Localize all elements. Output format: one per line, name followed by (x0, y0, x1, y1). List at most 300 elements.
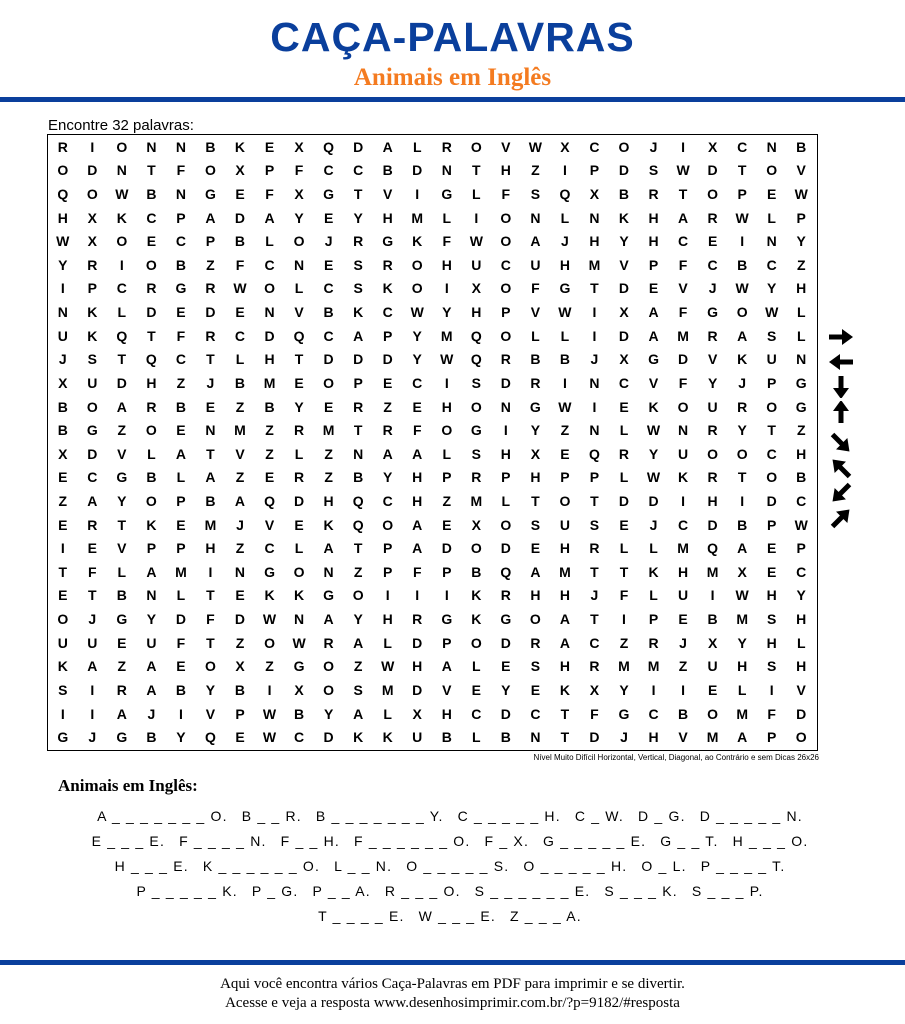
grid-letter: A (678, 209, 689, 226)
grid-letter: D (382, 351, 393, 368)
grid-letter: C (618, 374, 630, 391)
grid-letter: O (766, 162, 778, 179)
grid-letter: C (707, 256, 718, 273)
grid-letter: A (559, 634, 570, 651)
clue-word: P _ _ A. (312, 882, 371, 899)
grid-letter: N (57, 304, 68, 321)
grid-letter: C (382, 493, 393, 510)
grid-letter: F (412, 563, 422, 580)
bottom-rule (0, 960, 905, 965)
footer-line-1: Aqui você encontra vários Caça-Palavras em PDF para imprimir e se divertir. (220, 976, 685, 992)
grid-letter: L (383, 634, 392, 651)
grid-letter: A (205, 209, 216, 226)
grid-letter: S (471, 374, 481, 391)
grid-letter: V (383, 186, 393, 203)
grid-letter: G (116, 729, 128, 746)
grid-letter: K (471, 587, 482, 604)
grid-letter: N (264, 304, 275, 321)
grid-letter: D (500, 705, 511, 722)
clue-word: O _ _ _ _ _ H. (523, 857, 628, 874)
grid-letter: X (294, 138, 304, 155)
grid-letter: O (145, 493, 157, 510)
grid-letter: X (412, 705, 422, 722)
grid-letter: R (87, 256, 98, 273)
grid-letter: M (440, 327, 453, 344)
grid-letter: M (736, 705, 748, 722)
grid-letter: W (735, 280, 749, 297)
grid-letter: U (412, 729, 423, 746)
grid-letter: U (471, 256, 482, 273)
grid-letter: O (707, 445, 719, 462)
grid-letter: A (353, 705, 364, 722)
grid-letter: R (589, 540, 600, 557)
grid-letter: Y (796, 233, 806, 250)
grid-letter: P (648, 256, 659, 273)
grid-letter: M (647, 658, 660, 675)
grid-letter: H (412, 493, 423, 510)
grid-letter: J (88, 729, 97, 746)
grid-letter: Z (324, 469, 333, 486)
grid-letter: Y (737, 422, 747, 439)
grid-letter: E (87, 540, 97, 557)
grid-letter: N (294, 256, 305, 273)
grid-letter: Q (500, 563, 512, 580)
clue-word: G _ _ _ _ _ E. (543, 832, 647, 849)
grid-letter: B (205, 138, 216, 155)
grid-letter: H (382, 209, 393, 226)
grid-letter: W (646, 422, 661, 439)
clue-word: L _ _ N. (334, 857, 393, 874)
grid-letter: P (767, 729, 777, 746)
word-search-grid (48, 135, 816, 749)
grid-letter: B (382, 162, 393, 179)
grid-letter: Z (678, 658, 688, 675)
grid-letter: K (648, 398, 659, 415)
grid-letter: B (737, 256, 748, 273)
grid-letter: D (678, 351, 689, 368)
grid-letter: D (589, 729, 600, 746)
grid-letter: B (175, 256, 186, 273)
grid-letter: L (796, 634, 806, 651)
grid-letter: D (205, 304, 216, 321)
grid-letter: S (767, 611, 777, 628)
grid-letter: J (620, 729, 628, 746)
grid-letter: H (146, 374, 157, 391)
grid-letter: H (707, 493, 718, 510)
grid-letter: X (294, 681, 304, 698)
grid-letter: O (766, 469, 778, 486)
grid-letter: I (562, 162, 567, 179)
grid-letter: O (145, 256, 157, 273)
grid-letter: I (178, 705, 183, 722)
grid-letter: K (737, 351, 748, 368)
grid-letter: X (471, 516, 481, 533)
difficulty-note: Nível Muito Difícil Horizontal, Vertical, Diagonal, ao Contrário e sem Dicas 26x26 (533, 753, 819, 762)
grid-letter: S (530, 186, 541, 203)
grid-letter: P (589, 469, 600, 486)
grid-letter: A (530, 563, 541, 580)
grid-letter: I (444, 587, 449, 604)
grid-letter: T (117, 516, 127, 533)
grid-letter: O (57, 611, 69, 628)
grid-letter: K (116, 209, 127, 226)
grid-letter: A (323, 611, 334, 628)
grid-letter: O (411, 256, 423, 273)
grid-letter: G (795, 374, 807, 391)
grid-letter: R (57, 138, 68, 155)
grid-letter: M (559, 563, 571, 580)
grid-letter: I (60, 280, 65, 297)
grid-letter: Q (57, 186, 69, 203)
grid-letter: P (589, 162, 600, 179)
grid-letter: R (471, 469, 482, 486)
grid-letter: R (500, 587, 511, 604)
grid-letter: Q (707, 540, 719, 557)
grid-letter: B (234, 681, 246, 698)
grid-letter: E (235, 304, 245, 321)
grid-letter: A (648, 327, 659, 344)
grid-letter: C (87, 469, 98, 486)
grid-letter: T (206, 634, 215, 651)
grid-letter: P (146, 540, 157, 557)
grid-letter: J (88, 611, 97, 628)
grid-letter: H (441, 398, 452, 415)
grid-letter: H (500, 445, 511, 462)
grid-letter: J (324, 233, 333, 250)
grid-letter: K (412, 233, 423, 250)
grid-letter: V (205, 705, 216, 722)
grid-letter: C (678, 233, 689, 250)
grid-letter: M (322, 422, 335, 439)
grid-letter: O (323, 658, 335, 675)
grid-letter: F (442, 233, 452, 250)
grid-letter: I (740, 493, 745, 510)
grid-letter: Z (383, 398, 392, 415)
grid-letter: F (678, 256, 688, 273)
grid-letter: H (796, 280, 807, 297)
grid-letter: U (530, 256, 541, 273)
grid-letter: B (294, 705, 305, 722)
grid-letter: T (147, 327, 156, 344)
grid-letter: I (592, 398, 597, 415)
grid-letter: J (708, 280, 717, 297)
grid-letter: V (678, 280, 688, 297)
grid-letter: L (649, 587, 658, 604)
grid-letter: L (501, 493, 511, 510)
grid-letter: J (58, 351, 67, 368)
grid-letter: R (294, 469, 305, 486)
grid-letter: Z (235, 540, 245, 557)
grid-letter: H (559, 658, 570, 675)
grid-letter: D (500, 634, 511, 651)
clue-word: B _ _ R. (241, 807, 302, 824)
grid-letter: H (796, 611, 807, 628)
grid-letter: F (176, 634, 186, 651)
grid-letter: H (412, 469, 423, 486)
grid-letter: R (205, 327, 216, 344)
grid-letter: O (264, 280, 275, 297)
grid-letter: C (678, 516, 689, 533)
grid-letter: S (589, 516, 600, 533)
grid-letter: H (648, 729, 659, 746)
grid-letter: B (175, 398, 186, 415)
grid-letter: L (442, 445, 452, 462)
grid-letter: J (649, 138, 658, 155)
grid-letter: E (117, 634, 127, 651)
grid-letter: Y (412, 351, 422, 368)
grid-letter: B (57, 422, 68, 439)
grid-letter: E (205, 398, 216, 415)
grid-letter: T (590, 611, 599, 628)
grid-letter: X (87, 233, 97, 250)
grid-letter: X (560, 138, 570, 155)
grid-letter: B (678, 705, 689, 722)
grid-letter: R (530, 374, 541, 391)
grid-letter: Y (501, 681, 511, 698)
grid-letter: H (57, 209, 68, 226)
grid-letter: A (530, 233, 541, 250)
grid-letter: O (500, 280, 512, 297)
grid-letter: T (767, 422, 776, 439)
grid-letter: E (648, 280, 659, 297)
grid-letter: G (441, 186, 453, 203)
grid-letter: P (383, 540, 393, 557)
grid-letter: P (796, 540, 806, 557)
grid-letter: F (678, 374, 688, 391)
grid-letter: Z (531, 162, 540, 179)
grid-letter: R (707, 327, 718, 344)
grid-letter: W (115, 186, 129, 203)
grid-letter: V (678, 729, 688, 746)
grid-letter: I (60, 540, 65, 557)
grid-letter: E (146, 233, 157, 250)
grid-letter: N (530, 729, 541, 746)
grid-letter: H (766, 587, 777, 604)
grid-letter: Y (58, 256, 68, 273)
grid-letter: G (116, 611, 128, 628)
grid-letter: D (618, 327, 630, 344)
grid-letter: D (796, 705, 807, 722)
grid-letter: L (442, 209, 452, 226)
grid-letter: W (233, 280, 247, 297)
grid-letter: X (707, 138, 718, 155)
grid-letter: U (57, 634, 68, 651)
grid-letter: L (560, 327, 570, 344)
grid-letter: N (116, 162, 127, 179)
grid-letter: M (677, 540, 689, 557)
grid-letter: P (264, 162, 275, 179)
grid-letter: A (205, 469, 216, 486)
grid-letter: J (147, 705, 156, 722)
grid-letter: O (500, 516, 512, 533)
grid-letter: J (236, 516, 244, 533)
grid-letter: H (559, 540, 570, 557)
grid-letter: Y (205, 681, 216, 698)
grid-letter: Q (116, 327, 128, 344)
grid-letter: L (472, 729, 481, 746)
grid-letter: N (589, 422, 600, 439)
grid-letter: L (472, 658, 481, 675)
grid-letter: J (206, 374, 215, 391)
grid-letter: H (264, 351, 275, 368)
grid-letter: E (619, 516, 629, 533)
grid-letter: T (353, 186, 363, 203)
grid-letter: X (58, 445, 68, 462)
grid-letter: K (382, 280, 393, 297)
grid-letter: O (57, 162, 69, 179)
grid-letter: V (619, 256, 629, 273)
grid-letter: U (57, 327, 68, 344)
grid-letter: R (500, 351, 511, 368)
grid-letter: W (262, 611, 277, 628)
grid-letter: N (678, 422, 689, 439)
grid-letter: E (58, 516, 68, 533)
grid-letter: E (176, 304, 186, 321)
grid-letter: R (146, 280, 157, 297)
clue-word: G _ _ T. (660, 832, 719, 849)
clue-word: O _ L. (641, 857, 687, 874)
grid-letter: D (707, 162, 718, 179)
grid-letter: A (264, 209, 275, 226)
grid-letter: V (501, 138, 511, 155)
grid-letter: H (559, 587, 570, 604)
grid-letter: E (235, 587, 245, 604)
clue-word: A _ _ _ _ _ _ _ O. (97, 807, 228, 824)
clue-word: E _ _ _ E. (91, 832, 166, 849)
grid-letter: B (500, 729, 511, 746)
grid-letter: H (796, 445, 807, 462)
clue-word: D _ G. (638, 807, 686, 824)
grid-letter: Q (559, 186, 571, 203)
grid-letter: C (530, 705, 541, 722)
grid-letter: R (707, 469, 718, 486)
grid-letter: B (234, 374, 246, 391)
clue-word: B _ _ _ _ _ _ _ Y. (315, 807, 444, 824)
grid-letter: V (442, 681, 452, 698)
grid-letter: A (175, 445, 186, 462)
grid-letter: W (794, 516, 808, 533)
clue-line (40, 903, 860, 928)
grid-letter: H (500, 162, 511, 179)
grid-letter: N (441, 162, 452, 179)
grid-letter: G (323, 587, 335, 604)
grid-letter: Q (470, 327, 482, 344)
grid-letter: L (796, 304, 806, 321)
grid-letter: K (678, 469, 689, 486)
grid-letter: V (707, 351, 718, 368)
grid-letter: D (441, 540, 452, 557)
grid-letter: G (86, 422, 98, 439)
grid-letter: G (205, 186, 216, 203)
grid-letter: E (442, 516, 452, 533)
grid-letter: I (90, 138, 95, 155)
grid-letter: I (90, 705, 95, 722)
grid-letter: A (146, 681, 157, 698)
grid-letter: E (323, 398, 334, 415)
grid-letter: T (737, 469, 747, 486)
grid-letter: D (500, 374, 511, 391)
clue-word: W _ _ _ E. (418, 907, 496, 924)
grid-letter: K (87, 327, 98, 344)
grid-letter: R (589, 658, 600, 675)
grid-letter: G (559, 280, 571, 297)
grid-letter: E (619, 398, 629, 415)
grid-letter: D (234, 209, 246, 226)
grid-letter: B (234, 233, 246, 250)
grid-letter: Z (560, 422, 570, 439)
grid-letter: P (235, 705, 245, 722)
grid-letter: K (294, 587, 305, 604)
grid-letter: O (352, 587, 364, 604)
grid-letter: U (559, 516, 570, 533)
grid-letter: L (767, 209, 776, 226)
grid-letter: T (590, 280, 599, 297)
grid-letter: A (737, 540, 748, 557)
arrow-left-icon (824, 351, 858, 373)
grid-letter: O (707, 705, 719, 722)
grid-letter: I (592, 304, 597, 321)
grid-letter: O (293, 233, 305, 250)
grid-letter: Y (294, 209, 304, 226)
grid-letter: P (767, 516, 777, 533)
grid-letter: R (87, 516, 98, 533)
grid-letter: Y (707, 374, 718, 391)
grid-letter: Z (117, 422, 127, 439)
grid-letter: V (648, 374, 659, 391)
arrow-right-icon (824, 326, 858, 348)
grid-letter: U (87, 634, 98, 651)
clue-word: P _ G. (251, 882, 299, 899)
grid-letter: M (411, 209, 424, 226)
grid-letter: I (769, 681, 774, 698)
clue-word: F _ _ _ _ _ _ O. (354, 832, 471, 849)
grid-letter: L (649, 540, 658, 557)
grid-letter: C (382, 304, 393, 321)
grid-letter: P (383, 327, 393, 344)
grid-letter: E (678, 611, 688, 628)
grid-letter: N (766, 138, 777, 155)
grid-letter: A (737, 327, 748, 344)
grid-letter: X (589, 186, 600, 203)
grid-letter: E (58, 587, 68, 604)
grid-letter: H (678, 563, 689, 580)
grid-letter: P (560, 469, 570, 486)
grid-letter: K (353, 729, 364, 746)
grid-letter: F (590, 705, 599, 722)
clue-word: S _ _ _ _ _ _ E. (474, 882, 591, 899)
grid-letter: G (795, 398, 807, 415)
grid-letter: J (590, 351, 599, 368)
grid-letter: E (235, 729, 245, 746)
grid-letter: D (618, 162, 630, 179)
grid-letter: O (500, 233, 512, 250)
grid-letter: V (264, 516, 275, 533)
grid-letter: Z (235, 634, 245, 651)
grid-letter: K (353, 304, 364, 321)
clue-word: F _ X. (484, 832, 530, 849)
grid-letter: A (412, 540, 423, 557)
footer-line-2: Acesse e veja a resposta www.desenhosimprimir.com.br/?p=9182/#resposta (225, 995, 680, 1011)
grid-letter: S (353, 256, 363, 273)
grid-letter: Y (767, 280, 777, 297)
grid-letter: O (441, 422, 453, 439)
grid-letter: O (411, 280, 423, 297)
grid-letter: C (471, 705, 482, 722)
grid-letter: Y (648, 445, 659, 462)
grid-letter: N (146, 138, 157, 155)
grid-letter: E (176, 516, 186, 533)
grid-letter: H (648, 209, 659, 226)
